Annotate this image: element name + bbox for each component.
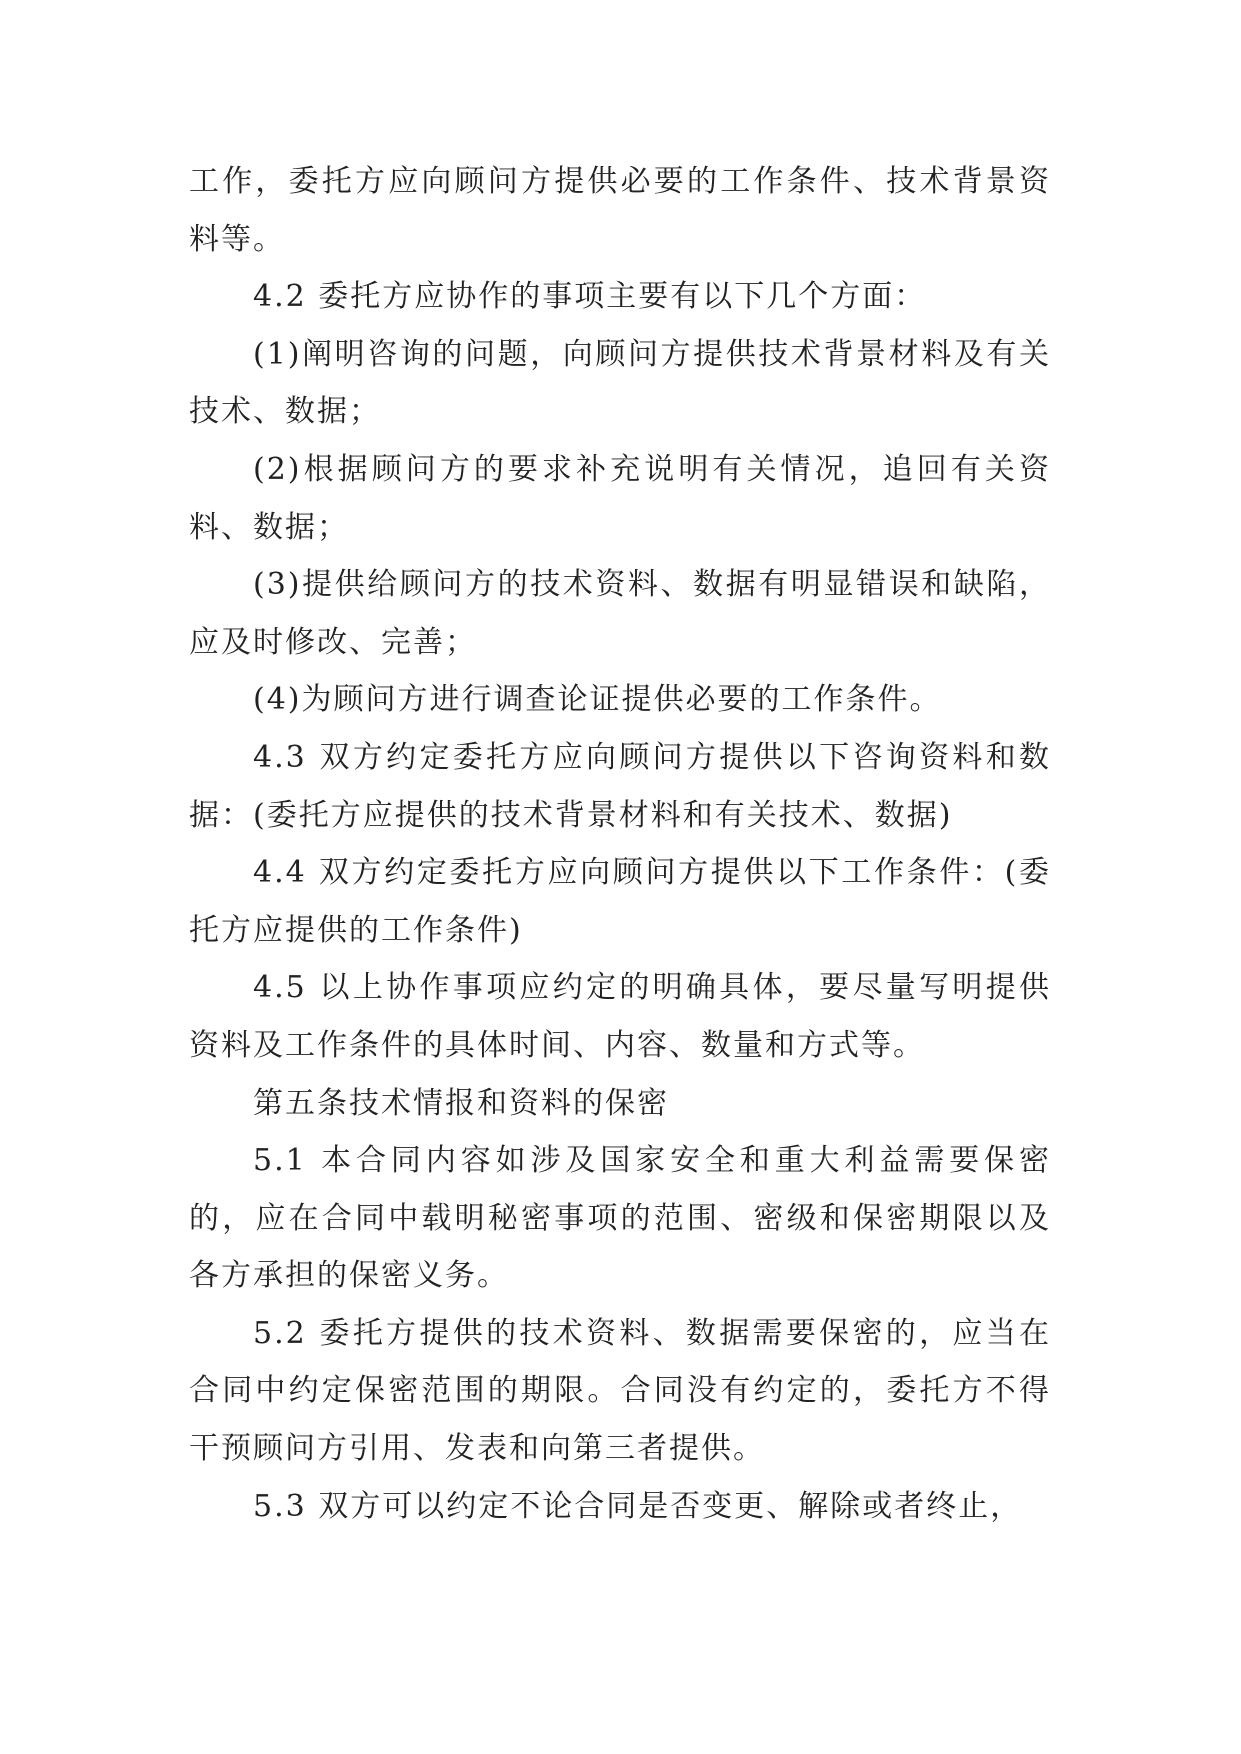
paragraph: 4.5 以上协作事项应约定的明确具体，要尽量写明提供资料及工作条件的具体时间、内容、数量和方式等。 (189, 970, 1051, 1063)
paragraph: 4.3 双方约定委托方应向顾问方提供以下咨询资料和数据：(委托方应提供的技术背景材料和有关技术、数据) (189, 739, 1051, 833)
paragraph: 5.2 委托方提供的技术资料、数据需要保密的，应当在合同中约定保密范围的期限。合同没有约定的，委托方不得干预顾问方引用、发表和向第三者提供。 (189, 1315, 1051, 1467)
paragraph: 4.4 双方约定委托方应向顾问方提供以下工作条件：(委托方应提供的工作条件) (189, 855, 1051, 948)
paragraph: 5.1 本合同内容如涉及国家安全和重大利益需要保密的，应在合同中载明秘密事项的范围、密级和保密期限以及各方承担的保密义务。 (189, 1143, 1051, 1294)
paragraph: (3)提供给顾问方的技术资料、数据有明显错误和缺陷，应及时修改、完善； (189, 567, 1051, 660)
section-heading: 第五条技术情报和资料的保密 (253, 1085, 669, 1121)
paragraph: 5.3 双方可以约定不论合同是否变更、解除或者终止， (253, 1488, 1023, 1524)
paragraph: (4)为顾问方进行调查论证提供必要的工作条件。 (253, 682, 942, 718)
paragraph: 工作，委托方应向顾问方提供必要的工作条件、技术背景资料等。 (189, 164, 1051, 257)
paragraph: (2)根据顾问方的要求补充说明有关情况，追回有关资料、数据； (189, 451, 1051, 545)
paragraph: 4.2 委托方应协作的事项主要有以下几个方面： (253, 279, 927, 315)
paragraph: (1)阐明咨询的问题，向顾问方提供技术背景材料及有关技术、数据； (189, 336, 1051, 430)
body-text (189, 153, 1051, 1535)
